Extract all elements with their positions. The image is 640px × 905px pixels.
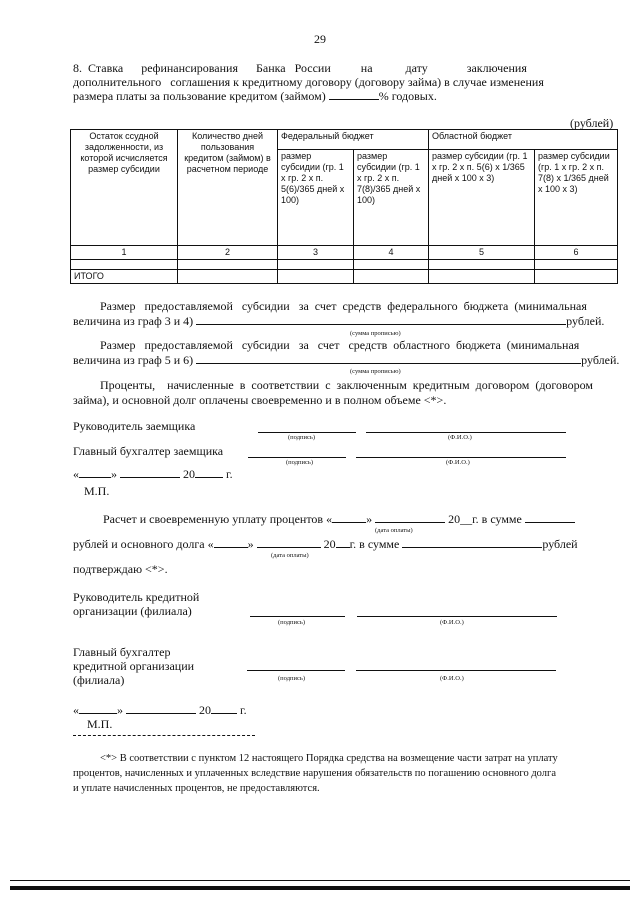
year-suffix: г. (240, 703, 247, 717)
borrower-accountant-signature-field[interactable] (248, 445, 346, 458)
footnote-line1: <*> В соответствии с пунктом 12 настоящего Порядка средства на возмещение части затрат на уплату (100, 753, 558, 764)
header-col4: размер субсидии (гр. 1 х гр. 2 х п. 7(8)/365 дней х 100) (354, 150, 429, 246)
payment-debt-month-field[interactable] (257, 547, 321, 548)
col-number: 5 (429, 246, 535, 260)
header-regional: Областной бюджет (429, 130, 618, 150)
payment-line1-year: 20__г. в сумме (448, 512, 522, 526)
year-prefix: 20 (183, 467, 195, 481)
data-cell[interactable] (71, 260, 178, 270)
total-cell[interactable] (178, 270, 278, 284)
bank-month-field[interactable] (126, 713, 196, 714)
payment-debt-day-field[interactable] (214, 547, 248, 548)
reg-subsidy-amount-field[interactable] (196, 363, 581, 364)
borrower-accountant-label: Главный бухгалтер заемщика (73, 444, 224, 458)
payment-date-caption: (дата оплаты) (271, 552, 309, 559)
bank-head-label-1: Руководитель кредитной (73, 590, 200, 604)
bank-head-label-2: организации (филиала) (73, 604, 192, 618)
year-suffix: г. (226, 467, 233, 481)
payment-line2-end: рублей (542, 537, 578, 551)
col-number: 4 (354, 246, 429, 260)
reg-subsidy-end: рублей. (581, 353, 620, 367)
bank-accountant-label-1: Главный бухгалтер (73, 645, 171, 659)
bank-accountant-signature-field[interactable] (247, 658, 345, 671)
signature-caption: (подпись) (288, 434, 315, 441)
borrower-head-signature-field[interactable] (258, 420, 356, 433)
payment-line2 (73, 537, 578, 552)
rate-field[interactable] (329, 99, 379, 100)
total-cell[interactable] (429, 270, 535, 284)
subsidy-table (70, 129, 618, 284)
bank-accountant-name-field[interactable] (356, 658, 556, 671)
payment-interest-day-field[interactable] (332, 522, 366, 523)
bank-accountant-label-2: кредитной организации (73, 659, 195, 673)
payment-line2-text: рублей и основного долга « (73, 537, 214, 551)
bank-date (73, 703, 247, 718)
header-col3: размер субсидии (гр. 1 х гр. 2 х п. 5(6)/365 дней х 100) (278, 150, 354, 246)
header-col6: размер субсидии (гр. 1 х гр. 2 х п. 7(8) х 1/365 дней х 100 х 3) (535, 150, 618, 246)
footnote-line3: и уплате начисленных процентов, не предоставляются. (73, 783, 320, 794)
header-federal: Федеральный бюджет (278, 130, 429, 150)
signature-caption: (подпись) (278, 619, 305, 626)
fio-caption: (Ф.И.О.) (446, 459, 470, 466)
total-label: ИТОГО (71, 270, 178, 284)
payment-line1 (103, 512, 575, 527)
data-cell[interactable] (278, 260, 354, 270)
fed-subsidy-line2 (73, 314, 604, 329)
bank-stamp: М.П. (87, 717, 113, 731)
data-cell[interactable] (535, 260, 618, 270)
interest-line2: займа), и основной долг оплачены своевременно и в полном объеме <*>. (73, 393, 447, 407)
col-number: 6 (535, 246, 618, 260)
borrower-accountant-name-field[interactable] (356, 445, 566, 458)
date-open-quote: « (73, 467, 79, 481)
reg-subsidy-line2 (73, 353, 619, 368)
item8-line3 (73, 89, 437, 104)
header-col5: размер субсидии (гр. 1 х гр. 2 х п. 5(6) х 1/365 дней х 100 х 3) (429, 150, 535, 246)
bank-day-field[interactable] (79, 713, 117, 714)
bank-head-name-field[interactable] (357, 604, 557, 617)
fio-caption: (Ф.И.О.) (440, 619, 464, 626)
item8-line2: дополнительного соглашения к кредитному договору (договору займа) в случае изменения (73, 75, 544, 89)
fed-subsidy-amount-field[interactable] (196, 324, 566, 325)
date-close-quote: » (111, 467, 117, 481)
borrower-day-field[interactable] (79, 477, 111, 478)
payment-line2-sum: г. в сумме (349, 537, 400, 551)
total-cell[interactable] (278, 270, 354, 284)
reg-subsidy-caption: (сумма прописью) (350, 368, 401, 375)
date-close-quote: » (117, 703, 123, 717)
bottom-thick-rule (10, 886, 630, 890)
payment-debt-amount-field[interactable] (402, 547, 542, 548)
fed-subsidy-line1: Размер предоставляемой субсидии за счет средств федерального бюджета (минимальная (100, 299, 587, 313)
item8-line1: 8. Ставка рефинансирования Банка России на дату заключения (73, 61, 527, 75)
col-number: 3 (278, 246, 354, 260)
payment-interest-amount-field[interactable] (525, 522, 575, 523)
fed-subsidy-end: рублей. (566, 314, 605, 328)
payment-confirm: подтверждаю <*>. (73, 562, 168, 576)
data-cell[interactable] (354, 260, 429, 270)
data-cell[interactable] (429, 260, 535, 270)
item8-line3-end: % годовых. (378, 89, 437, 103)
signature-caption: (подпись) (278, 675, 305, 682)
units-label: (рублей) (570, 116, 614, 130)
payment-date-caption: (дата оплаты) (375, 527, 413, 534)
bank-year-field[interactable] (211, 713, 237, 714)
borrower-month-field[interactable] (120, 477, 180, 478)
total-cell[interactable] (354, 270, 429, 284)
fio-caption: (Ф.И.О.) (448, 434, 472, 441)
year-prefix: 20 (199, 703, 211, 717)
item8-line3-text: размера платы за пользование кредитом (займом) (73, 89, 326, 103)
header-col2: Количество дней пользования кредитом (займом) в расчетном периоде (178, 130, 278, 246)
payment-line1-text: Расчет и своевременную уплату процентов « (103, 512, 333, 526)
data-cell[interactable] (178, 260, 278, 270)
fed-subsidy-caption: (сумма прописью) (350, 330, 401, 337)
borrower-stamp: М.П. (84, 484, 110, 498)
signature-caption: (подпись) (286, 459, 313, 466)
borrower-date (73, 467, 233, 482)
year-prefix: 20 (323, 537, 336, 551)
payment-interest-month-field[interactable] (375, 522, 445, 523)
col-number: 1 (71, 246, 178, 260)
header-col1: Остаток ссудной задолженности, из которой исчисляется размер субсидии (71, 130, 178, 246)
payment-debt-year-field[interactable] (336, 547, 350, 548)
borrower-head-label: Руководитель заемщика (73, 419, 196, 433)
bank-accountant-label-3: (филиала) (73, 673, 125, 687)
date-close-quote: » (366, 512, 373, 526)
bank-head-signature-field[interactable] (250, 604, 345, 617)
borrower-head-name-field[interactable] (366, 420, 566, 433)
borrower-year-field[interactable] (195, 477, 223, 478)
footnote-line2: процентов, начисленных и уплаченных вследствие нарушения обязательств по погашению основного долга (73, 768, 557, 779)
date-open-quote: « (73, 703, 79, 717)
footnote-divider (73, 735, 255, 736)
interest-line1: Проценты, начисленные в соответствии с заключенным кредитным договором (договором (100, 378, 593, 392)
reg-subsidy-line1: Размер предоставляемой субсидии за счет средств областного бюджета (минимальная (100, 338, 580, 352)
bottom-thin-rule (10, 880, 630, 881)
reg-subsidy-text: величина из граф 5 и 6) (73, 353, 194, 367)
page-number: 29 (314, 32, 326, 46)
col-number: 2 (178, 246, 278, 260)
total-cell[interactable] (535, 270, 618, 284)
fio-caption: (Ф.И.О.) (440, 675, 464, 682)
fed-subsidy-text: величина из граф 3 и 4) (73, 314, 194, 328)
date-close-quote: » (247, 537, 254, 551)
